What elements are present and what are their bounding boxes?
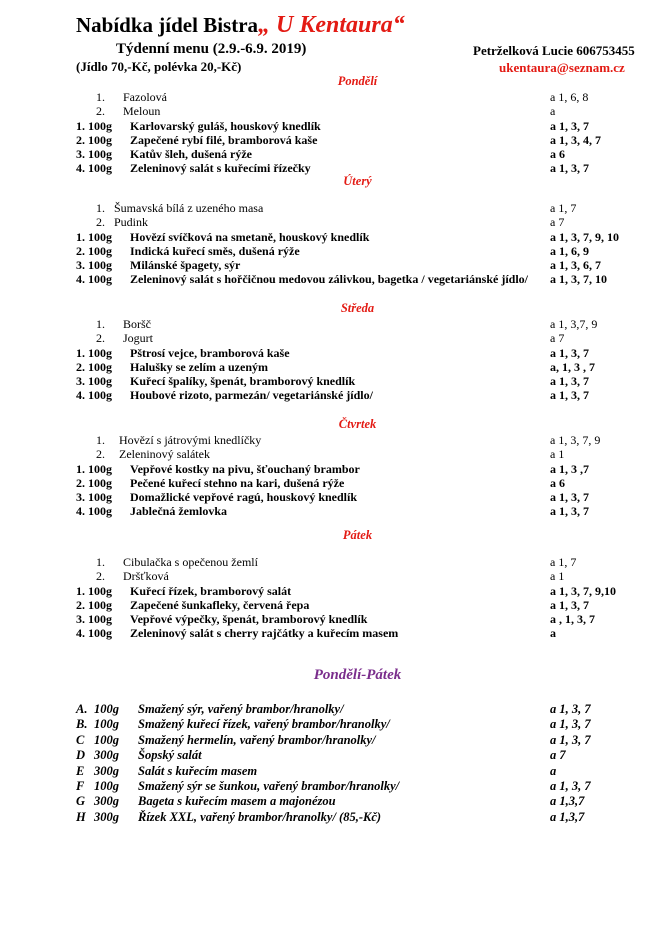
meal-row: 1. 100g Kuřecí řízek, bramborový salát a 1, 3, 7, 9,10 <box>76 583 616 598</box>
soup-row: 1. Cibulačka s opečenou žemlí a 1, 7 <box>96 555 577 569</box>
weekly-list <box>76 702 639 825</box>
title-prefix: Nabídka jídel Bistra <box>76 13 259 37</box>
meal-row: 4. 100g Houbové rizoto, parmezán/ vegetariánské jídlo/ a 1, 3, 7 <box>76 388 589 403</box>
meal-row: 2. 100g Halušky se zelím a uzeným a, 1, 3 , 7 <box>76 359 595 374</box>
contact-email: ukentaura@seznam.cz <box>499 60 625 75</box>
meal-row: 3. 100g Kuřecí špalíky, špenát, bramborový knedlík a 1, 3, 7 <box>76 374 589 389</box>
contact-info: Petrželková Lucie 606753455 <box>473 43 635 58</box>
weekly-item: G 300g Bageta s kuřecím masem a majonézou a 1,3,7 <box>76 794 585 809</box>
soup-row: 2. Meloun a <box>96 104 556 119</box>
weekly-item: A. 100g Smažený sýr, vařený brambor/hranolky/ a 1, 3, 7 <box>76 702 591 716</box>
soup-row: 1. Šumavská bílá z uzeného masa a 1, 7 <box>96 201 577 215</box>
soup-row: 2. Zeleninový salátek a 1 <box>96 447 565 462</box>
meal-row: 3. 100g Domažlické vepřové ragú, houskový knedlík a 1, 3, 7 <box>76 490 589 505</box>
soup-row: 1. Boršč a 1, 3,7, 9 <box>96 317 598 331</box>
day-section-monday <box>76 73 639 176</box>
menu-prices: (Jídlo 70,-Kč, polévka 20,-Kč) <box>76 59 242 74</box>
weekly-item: E 300g Salát s kuřecím masem a <box>76 763 557 778</box>
meal-row: 1. 100g Karlovarský guláš, houskový knedlík a 1, 3, 7 <box>76 118 589 133</box>
meal-row: 4. 100g Jablečná žemlovka a 1, 3, 7 <box>76 504 589 519</box>
day-section-tuesday <box>76 173 639 287</box>
soup-row: 1. Fazolová a 1, 6, 8 <box>96 90 589 104</box>
day-title: Pátek <box>342 528 373 542</box>
day-section-thursday <box>76 416 639 519</box>
soup-row: 2. Dršťková a 1 <box>96 569 565 584</box>
meal-row: 1. 100g Vepřové kostky na pivu, šťouchaný brambor a 1, 3 ,7 <box>76 461 589 476</box>
meal-row: 2. 100g Indická kuřecí směs, dušená rýže a 1, 6, 9 <box>76 243 589 258</box>
meal-row: 4. 100g Zeleninový salát s kuřecími řízečky a 1, 3, 7 <box>76 161 589 176</box>
meal-row: 1. 100g Pštrosí vejce, bramborová kaše a 1, 3, 7 <box>76 345 589 360</box>
meal-row: 2. 100g Zapečené šunkafleky, červená řepa a 1, 3, 7 <box>76 597 589 612</box>
meal-row: 3. 100g Katův šleh, dušená rýže a 6 <box>76 147 565 162</box>
meal-row: 4. 100g Zeleninový salát s hořčičnou medovou zálivkou, bagetka / vegetariánské jídlo/ a 1, 3, 7, 10 <box>76 272 607 287</box>
page-title <box>76 12 405 39</box>
soup-row: 2. Pudink a 7 <box>96 215 565 230</box>
weekly-item: H 300g Řízek XXL, vařený brambor/hranolky/ (85,-Kč) a 1,3,7 <box>76 809 585 824</box>
soup-row: 1. Hovězí s játrovými knedlíčky a 1, 3, 7, 9 <box>96 433 601 447</box>
day-title: Středa <box>340 301 375 315</box>
meal-row: 3. 100g Milánské špagety, sýr a 1, 3, 6, 7 <box>76 258 601 273</box>
day-title: Pondělí <box>337 74 378 88</box>
meal-row: 2. 100g Pečené kuřecí stehno na kari, dušená rýže a 6 <box>76 475 565 490</box>
meal-row: 1. 100g Hovězí svíčková na smetaně, houskový knedlík a 1, 3, 7, 9, 10 <box>76 229 619 244</box>
weekly-item: D 300g Šopský salát a 7 <box>76 748 566 763</box>
weekly-title: Pondělí-Pátek <box>313 667 402 683</box>
day-section-wednesday <box>76 300 639 403</box>
soup-row: 2. Jogurt a 7 <box>96 331 565 346</box>
day-section-friday <box>76 527 639 641</box>
meal-row: 4. 100g Zeleninový salát s cherry rajčátky a kuřecím masem a <box>76 626 556 641</box>
title-brand: „ U Kentaura“ <box>258 12 405 38</box>
day-title: Čtvrtek <box>338 417 377 431</box>
weekly-item: B. 100g Smažený kuřecí řízek, vařený brambor/hranolky/ a 1, 3, 7 <box>76 717 591 732</box>
meal-row: 3. 100g Vepřové výpečky, špenát, bramborový knedlík a , 1, 3, 7 <box>76 612 595 627</box>
meal-row: 2. 100g Zapečené rybí filé, bramborová kaše a 1, 3, 4, 7 <box>76 132 601 147</box>
weekly-item: C 100g Smažený hermelín, vařený brambor/hranolky/ a 1, 3, 7 <box>76 732 591 747</box>
menu-week: Týdenní menu (2.9.-6.9. 2019) <box>116 41 307 57</box>
weekly-item: F 100g Smažený sýr se šunkou, vařený brambor/hranolky/ a 1, 3, 7 <box>76 778 591 793</box>
day-title: Úterý <box>343 174 372 188</box>
